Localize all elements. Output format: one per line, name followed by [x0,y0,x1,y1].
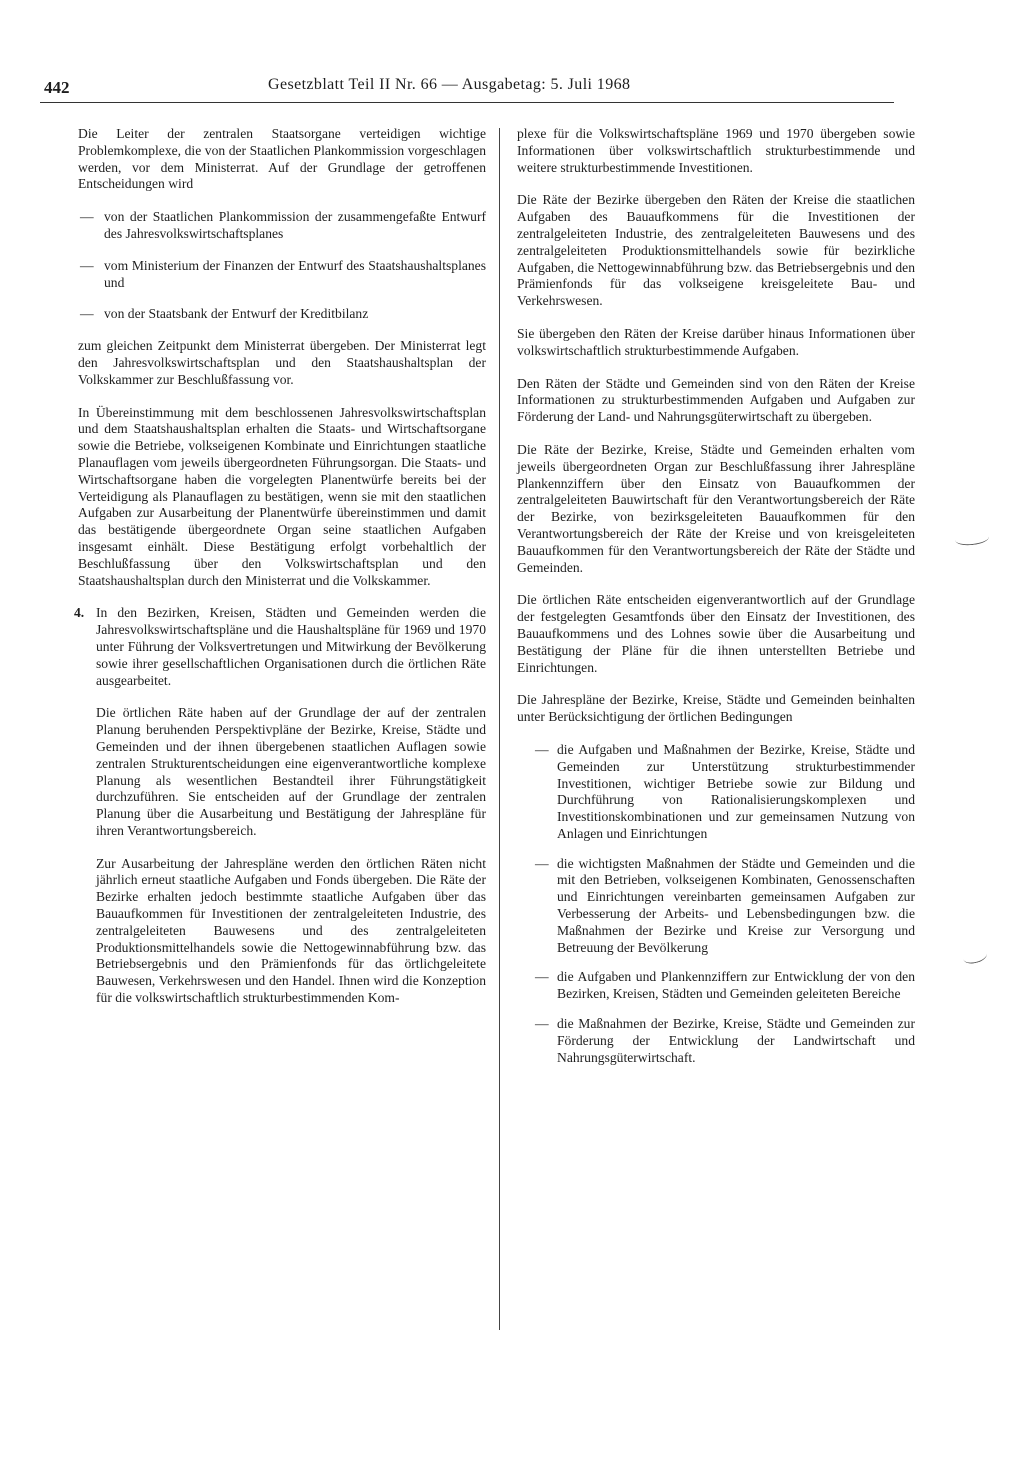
list-item [517,742,915,843]
list-item-text: vom Ministerium der Finanzen der Entwurf des Staatshaushaltsplanes und [104,257,486,290]
paragraph-eigenverantwortlich: Die örtlichen Räte entscheiden eigenverantwortlich auf der Grundlage der festgelegten Gesamtfonds über den Einsatz der Investitionen, des Bauaufkommens und des Lohnes sowie über die Ausarbeitung und Bestätigung der Pläne für die ihnen unterstellten Betriebe und Einrichtungen. [517,592,915,675]
list-item-text: von der Staatsbank der Entwurf der Kreditbilanz [104,306,369,322]
page-header [40,76,894,103]
paragraph-intro: Die Leiter der zentralen Staatsorgane verteidigen wichtige Problemkomplexe, die von der Staatlichen Plankommission vorgeschlagen werden, vor dem Ministerrat. Auf der Grundlage der getroffenen Entscheidungen wird [78,126,486,192]
left-column [74,126,486,1023]
list-item-text: die wichtigsten Maßnahmen der Städte und Gemeinden und die mit den Betrieben, volkseigenen Kombinaten, Genossenschaften und Einrichtungen vereinbarten gemeinsamen Aufgaben zur Verbesserung der Arbeits- und Lebensbedingungen bzw. die Maßnahmen der Bezirke und Kreise zur Versorgung und Betreuung der Bevölkerung [557,855,915,955]
dash-marker: — [535,969,549,985]
dash-marker: — [80,209,94,225]
margin-check-mark [962,947,988,965]
dash-marker: — [80,306,94,322]
page-number: 442 [44,78,70,97]
list-item [517,1016,915,1066]
list-item [517,856,915,957]
margin-check-mark [954,530,989,546]
paragraph-oertliche-raete: Die örtlichen Räte haben auf der Grundlage der auf der zentralen Planung beruhenden Perspektivpläne der Bezirke, Kreise, Städte und Gemeinden und der ihnen übergebenen staatlichen Auflagen sowie zentralen Strukturentscheidungen eine eigenverantwortliche komplexe Planung als wesentlichen Bestandteil ihrer Führungstätigkeit durchzuführen. Sie entscheiden auf der Grundlage der zentralen Planung über die Ausarbeitung und Bestätigung der Jahrespläne für ihren Verantwortungsbereich. [96,705,486,838]
column-divider [499,128,500,1330]
paragraph-jahresplaene: Die Jahrespläne der Bezirke, Kreise, Städte und Gemeinden beinhalten unter Berücksichtigung der örtlichen Bedingungen [517,692,915,725]
list-item-text: die Maßnahmen der Bezirke, Kreise, Städte und Gemeinden zur Förderung der Entwicklung der Landwirtschaft und Nahrungsgüterwirtschaft. [557,1016,915,1065]
dash-marker: — [80,257,94,273]
list-item [517,969,915,1003]
list-item [78,306,486,323]
paragraph-informationen: Sie übergeben den Räten der Kreise darüber hinaus Informationen über volkswirtschaftlich strukturbestimmende Aufgaben. [517,325,915,358]
list-item-text: von der Staatlichen Plankommission der zusammengefaßte Entwurf des Jahresvolkswirtschaftsplanes [104,209,486,241]
dash-marker: — [535,855,549,871]
dash-marker: — [535,1016,549,1032]
paragraph-continuation: plexe für die Volkswirtschaftspläne 1969 und 1970 übergeben sowie Informationen über volkswirtschaftlich strukturbestimmende und weitere strukturbestimmende Investitionen. [517,126,915,175]
right-dash-list [517,742,915,1067]
list-item [78,209,486,243]
paragraph-ausarbeitung: Zur Ausarbeitung der Jahrespläne werden den örtlichen Räten nicht jährlich erneut staatliche Aufgaben und Fonds übergeben. Die Räte der Bezirke erhalten jedoch bestimmte staatliche Aufgaben über das Bauaufkommen für Investitionen der zentralgeleiteten Industrie, des zentralgeleiteten Bauwesens und des zentralgeleiteten Produktionsmittelhandels sowie die Nettogewinnabführung bzw. das Betriebsergebnis und den Prämienfonds für das örtlichgeleitete Bauwesen, Verkehrswesen und den Handel. Ihnen wird die Konzeption für die volkswirtschaftlich strukturbestimmenden Kom- [96,855,486,1006]
section-number: 4. [74,605,85,621]
dash-marker: — [535,741,549,757]
running-title: Gesetzblatt Teil II Nr. 66 — Ausgabetag: 5. Juli 1968 [268,76,631,93]
left-dash-list [78,209,486,323]
paragraph-uebereinstimmung: In Übereinstimmung mit dem beschlossenen Jahresvolkswirtschaftsplan und dem Staatshaushaltsplan erhalten die Staats- und Wirtschaftsorgane sowie die Betriebe, volkseigenen Kombinate und Einrichtungen staatliche Planauflagen vom jeweils übergeordneten Führungsorgan. Die Staats- und Wirtschaftsorgane haben die vorgelegten Planentwürfe bereits bei der Verteidigung als Planauflagen zu bestätigen, wenn sie mit den staatlichen Aufgaben zur Ausarbeitung der Planentwürfe übereinstimmen und damit das bestätigende übergeordnete Organ seine staatlichen Aufgaben insgesamt einhält. Diese Bestätigung erfolgt vorbehaltlich der Beschlußfassung über den Volkswirtschaftsplan und den Staatshaushaltsplan durch den Ministerrat und die Volkskammer. [78,404,486,588]
paragraph-plankennziffern: Die Räte der Bezirke, Kreise, Städte und Gemeinden erhalten vom jeweils übergeordneten Organ zur Beschlußfassung ihrer Jahrespläne Plankennziffern über den Einsatz von Bauaufkommen der zentralgeleiteten Bauwirtschaft für den Verantwortungsbereich der Räte der Bezirke, von bezirksgeleiteten Bauaufkommen für den Verantwortungsbereich der Räte der Kreise und von kreisgeleiteten Bauaufkommen für den Verantwortungsbereich der Räte der Städte und Gemeinden. [517,441,915,575]
section-text: In den Bezirken, Kreisen, Städten und Gemeinden werden die Jahresvolkswirtschaftspläne und die Haushaltspläne für 1969 und 1970 unter Führung der Volksvertretungen und Mitwirkung der Bevölkerung sowie ihrer gesellschaftlichen Organisationen durch die örtlichen Räte ausgearbeitet. [96,605,486,688]
list-item-text: die Aufgaben und Plankennziffern zur Entwicklung der von den Bezirken, Kreisen, Städten und Gemeinden geleiteten Bereiche [557,969,915,1002]
right-column [517,126,915,1080]
list-item-text: die Aufgaben und Maßnahmen der Bezirke, Kreise, Städte und Gemeinden zur Unterstützung strukturbestimmender Investitionen, wichtiger Betriebe sowie zur Bildung und Durchführung von Rationalisierungskomplexen und Investitionskombinationen und zur gemeinsamen Nutzung von Anlagen und Einrichtungen [557,741,915,841]
section-4 [74,605,486,689]
paragraph-raete-bezirke: Die Räte der Bezirke übergeben den Räten der Kreise die staatlichen Aufgaben des Bauaufkommens für die Investitionen der zentralgeleiteten Industrie, des zentralgeleiteten Bauwesens und des zentralgeleiteten Produktionsmittelhandels sowie für bezirkliche Aufgaben, die Nettogewinnabführung bzw. das Betriebsergebnis und den Prämienfonds für das volkseigene kreisgeleitete Bau- und Verkehrswesen. [517,192,915,309]
paragraph-staedte-gemeinden: Den Räten der Städte und Gemeinden sind von den Räten der Kreise Informationen zu strukturbestimmenden Aufgaben und Aufgaben zur Förderung der Land- und Nahrungsgüterwirtschaft zu übergeben. [517,375,915,425]
paragraph-after-list: zum gleichen Zeitpunkt dem Ministerrat übergeben. Der Ministerrat legt den Jahresvolkswirtschaftsplan und den Staatshaushaltsplan der Volkskammer zur Beschlußfassung vor. [78,338,486,387]
list-item [78,258,486,292]
